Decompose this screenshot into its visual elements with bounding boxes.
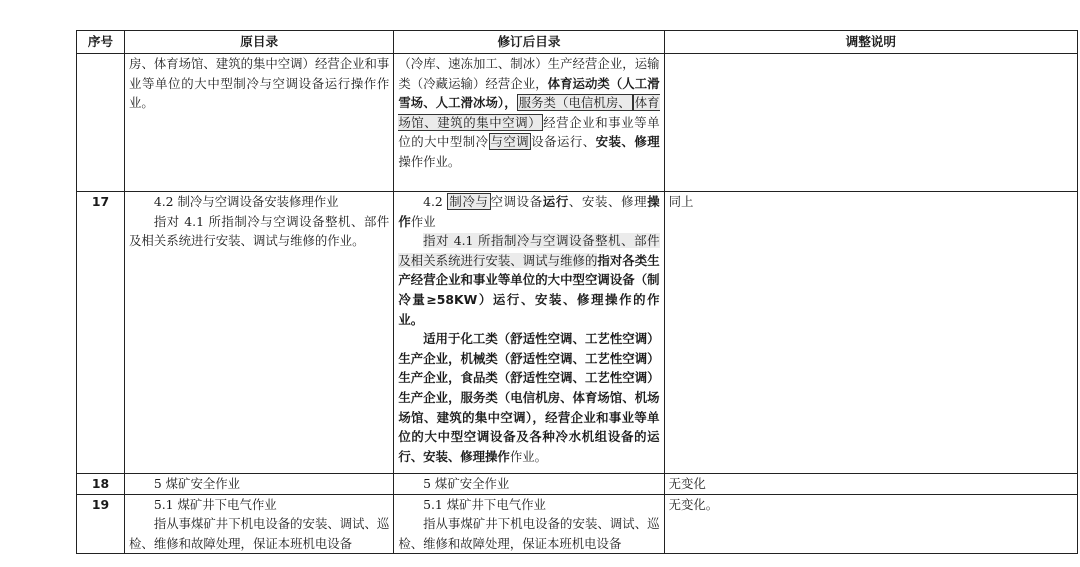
note-cell <box>664 192 1077 474</box>
revised-deleted-segment: 指对 4.1 所指制冷与空调设备整机、部件及相关系统进行安装、调试与维修的 <box>398 233 660 268</box>
original-desc: 指从事煤矿井下机电设备的安装、调试、巡检、维修和故障处理，保证本班机电设备 <box>129 516 390 551</box>
revised-segment: 、安装、修理 <box>568 194 648 209</box>
revised-bold-segment: 运行 <box>542 194 569 209</box>
revised-segment: 4.2 <box>423 194 448 209</box>
revised-title: 5.1 煤矿井下电气作业 <box>423 496 546 512</box>
revised-segment: （冷库、速冻加工、制冰）生产经营企业，运输类（冷藏运输）经营企业， <box>398 56 660 91</box>
header-revised: 修订后目录 <box>394 31 664 54</box>
revised-boxed-segment: 与空调 <box>490 134 530 150</box>
revised-segment: 作业 <box>410 213 436 229</box>
revised-desc <box>398 231 659 329</box>
note-cell <box>664 54 1077 192</box>
revised-bold-segment: 操作 <box>398 194 660 229</box>
original-title: 5.1 煤矿井下电气作业 <box>153 496 277 512</box>
row-no: 18 <box>77 474 125 495</box>
row-no: 19 <box>77 494 125 554</box>
note-cell <box>664 494 1077 554</box>
revised-boxed-segment: 体育场馆、建筑的集中空调） <box>398 95 660 130</box>
header-no: 序号 <box>77 31 125 54</box>
header-original: 原目录 <box>125 31 394 54</box>
note-cell <box>664 474 1077 495</box>
original-text: 房、体育场馆、建筑的集中空调）经营企业和事业等单位的大中型制冷与空调设备运行操作作业。 <box>129 56 390 111</box>
original-title: 5 煤矿安全作业 <box>153 476 241 491</box>
revised-bold-segment: 指对各类生产经营企业和事业等单位的大中型空调设备（制冷量≥58KW）运行、安装、修理操作的作业。 <box>398 252 660 327</box>
row-no: 17 <box>77 192 125 474</box>
table-row-19 <box>77 494 1078 554</box>
revised-desc: 指从事煤矿井下机电设备的安装、调试、巡检、维修和故障处理，保证本班机电设备 <box>398 516 660 551</box>
revised-segment: 设备运行、 <box>531 134 596 150</box>
revised-title: 5 煤矿安全作业 <box>423 476 510 491</box>
table-row-17 <box>77 192 1078 474</box>
revised-title <box>398 192 659 231</box>
original-title: 4.2 制冷与空调设备安装修理作业 <box>153 194 339 209</box>
header-note: 调整说明 <box>664 31 1077 54</box>
revised-cell <box>394 192 664 474</box>
original-cell <box>125 54 394 192</box>
table-row-18 <box>77 474 1078 495</box>
revised-bold-segment: 适用于化工类（舒适性空调、工艺性空调）生产企业，机械类（舒适性空调、工艺性空调）生产企业，食品类（舒适性空调、工艺性空调）生产企业，服务类（电信机房、体育场馆、机场场馆、建筑的集中空调），经营企业和事业等单位的大中型空调设备及各种冷水机组设备的运行、安装、修理操作 <box>398 331 660 464</box>
original-cell <box>125 494 394 554</box>
revised-boxed-segment: 服务类（电信机房、 <box>518 95 631 111</box>
row-no-cell <box>77 54 125 192</box>
note-text: 无变化。 <box>668 496 719 512</box>
revised-scope <box>398 329 659 466</box>
catalog-comparison-table <box>76 30 1078 554</box>
revised-cell <box>394 54 664 192</box>
original-desc: 指对 4.1 所指制冷与空调设备整机、部件及相关系统进行安装、调试与维修的作业。 <box>129 213 390 249</box>
revised-segment: 空调设备 <box>490 194 543 209</box>
note-text: 同上 <box>668 194 694 209</box>
revised-boxed-segment: 制冷与 <box>449 194 489 209</box>
revised-text <box>398 54 659 172</box>
original-cell <box>125 474 394 495</box>
revised-segment: 经营企业和事业等单位的大中型制冷 <box>398 114 660 150</box>
revised-bold-segment: 体育运动类（人工滑雪场、人工滑冰场）， <box>398 75 660 111</box>
note-text: 无变化 <box>668 476 706 491</box>
revised-cell <box>394 474 664 495</box>
original-cell <box>125 192 394 474</box>
revised-bold-segment: 安装、修理 <box>595 134 660 150</box>
table-header-row <box>77 31 1078 54</box>
revised-segment: 作业。 <box>509 448 547 464</box>
revised-segment: 操作作业。 <box>398 153 461 169</box>
table-row-continued <box>77 54 1078 192</box>
revised-cell <box>394 494 664 554</box>
